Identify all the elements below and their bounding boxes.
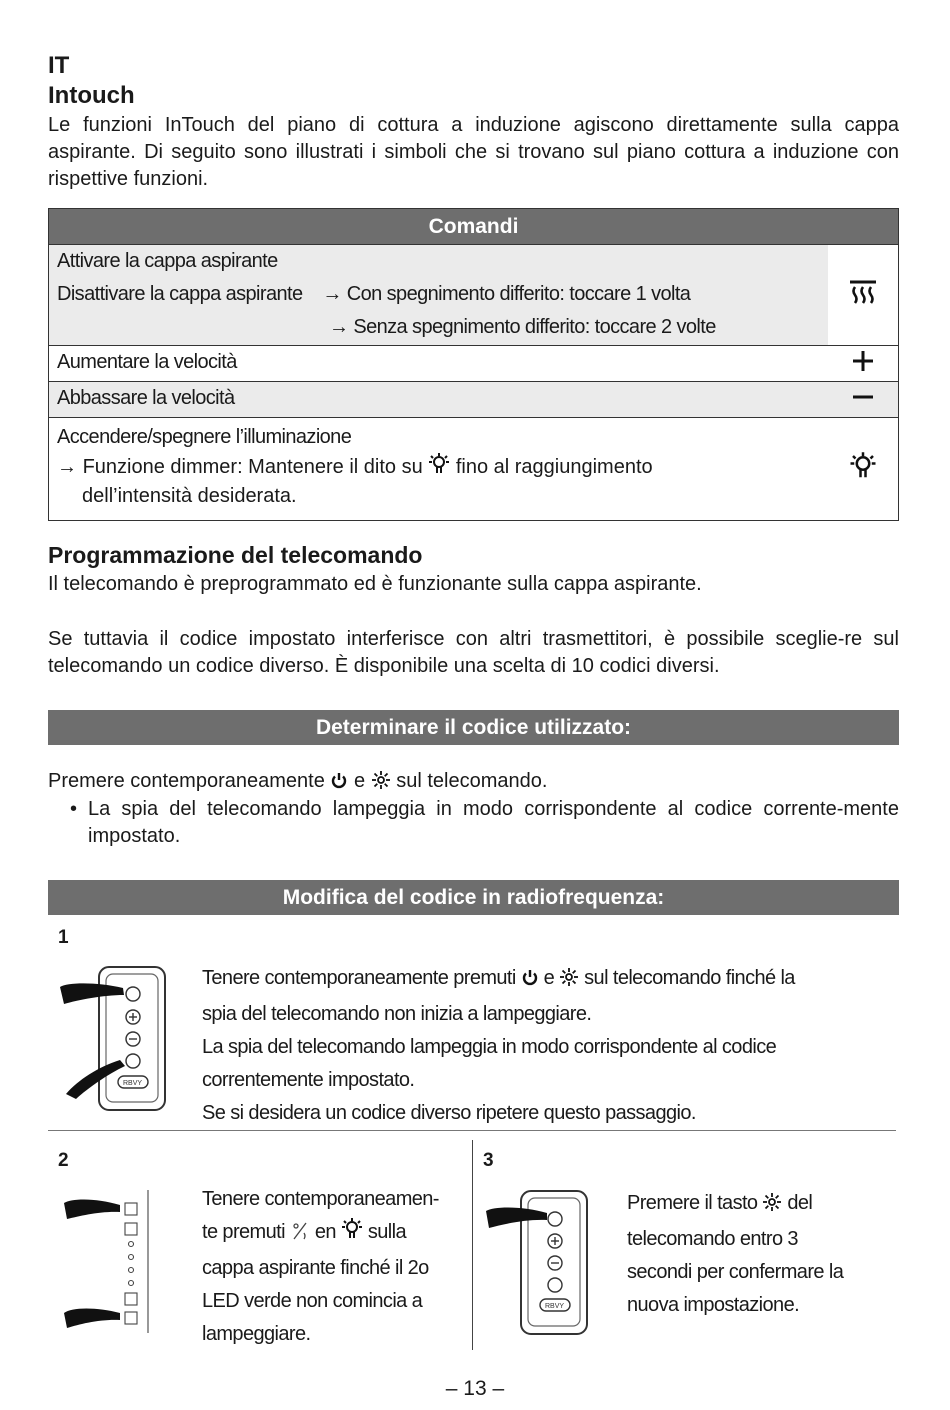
step2-text-4: LED verde non comincia a (202, 1290, 423, 1312)
column-divider (472, 1140, 473, 1350)
determine-text-end: sul telecomando. (396, 770, 548, 792)
divider (48, 1130, 896, 1131)
lightbulb-icon (428, 452, 450, 485)
determine-text-and: e (353, 770, 366, 792)
minus-icon (828, 382, 899, 418)
step1-text-3: La spia del telecomando lampeggia in modo corrispondente al codice (202, 1036, 777, 1058)
light-sparkle-icon (762, 1190, 782, 1223)
plus-icon (828, 346, 899, 382)
light-sparkle-icon (371, 770, 391, 798)
step1-text-4: correntemente impostato. (202, 1069, 415, 1091)
language-code: IT (48, 52, 70, 79)
modify-code-bar: Modifica del codice in radiofrequenza: (48, 880, 899, 915)
hob-illustration-step2 (62, 1185, 152, 1340)
immediate-off-label: Senza spegnimento differito: toccare 2 volte (353, 316, 716, 338)
step3-text-1b: del (787, 1192, 813, 1214)
power-icon (521, 965, 539, 998)
remote-paragraph-2: Se tuttavia il codice impostato interferisce con altri trasmettitori, è possibile sceglie-re sul telecomando un codice diverso. È disponibile una scelta di 10 codici diversi. (48, 628, 899, 677)
step-2-number: 2 (58, 1150, 69, 1171)
step-1-number: 1 (58, 927, 69, 948)
deactivate-hood-label: Disattivare la cappa aspirante (57, 283, 303, 305)
activate-hood-label: Attivare la cappa aspirante (57, 250, 278, 272)
commands-table-header: Comandi (49, 209, 899, 245)
step2-text-3: cappa aspirante finché il 2o (202, 1257, 429, 1279)
light-sparkle-icon (559, 965, 579, 998)
light-toggle-label: Accendere/spegnere l’illuminazione (57, 426, 352, 448)
dimmer-label-end: fino al raggiungimento (455, 456, 653, 478)
step2-text-5: lampeggiare. (202, 1323, 311, 1345)
page-number: – 13 – (445, 1377, 505, 1400)
fan-off-icon (290, 1219, 310, 1252)
step3-text-3: secondi per confermare la (627, 1261, 844, 1283)
decrease-speed-label: Abbassare la velocità (57, 387, 235, 409)
section-title: Intouch (48, 82, 135, 109)
arrow-icon: → (329, 316, 349, 338)
step1-text-1a: Tenere contemporaneamente premuti (202, 967, 516, 989)
table-row (49, 346, 899, 382)
step1-text-5: Se si desidera un codice diverso ripetere questo passaggio. (202, 1102, 696, 1124)
lightbulb-icon (341, 1217, 363, 1252)
table-row (49, 245, 899, 346)
step2-text-1: Tenere contemporaneamen- (202, 1188, 439, 1210)
delayed-off-label: Con spegnimento differito: toccare 1 volta (346, 283, 691, 305)
remote-illustration-step3 (484, 1185, 594, 1345)
step3-text-1a: Premere il tasto (627, 1192, 758, 1214)
determine-text: Premere contemporaneamente (48, 770, 325, 792)
step2-text-2a: te premuti (202, 1221, 285, 1243)
intro-paragraph: Le funzioni InTouch del piano di cottura a induzione agiscono direttamente sulla cappa aspirante. Di seguito sono illustrati i simboli che si trovano sul piano cottura a induzione con rispettive funzioni. (48, 114, 899, 190)
arrow-icon: → (57, 456, 77, 478)
bullet-icon: • (70, 798, 78, 820)
remote-paragraph-1: Il telecomando è preprogrammato ed è funzionante sulla cappa aspirante. (48, 573, 702, 595)
remote-label: RBVY (545, 1303, 565, 1310)
remote-label: RBVY (123, 1080, 143, 1087)
step1-text-2: spia del telecomando non inizia a lampeggiare. (202, 1003, 592, 1025)
increase-speed-label: Aumentare la velocità (57, 351, 237, 373)
table-row (49, 418, 899, 521)
step2-text-2b: en (314, 1221, 336, 1243)
step2-text-2c: sulla (367, 1221, 406, 1243)
power-icon (330, 771, 348, 798)
remote-section-title: Programmazione del telecomando (48, 542, 423, 568)
arrow-icon: → (322, 283, 342, 305)
commands-table (48, 208, 899, 521)
dimmer-label-cont: dell’intensità desiderata. (82, 485, 297, 507)
dimmer-label: Funzione dimmer: Mantenere il dito su (82, 456, 423, 478)
remote-illustration-step1 (58, 962, 173, 1122)
step3-text-4: nuova impostazione. (627, 1294, 800, 1316)
step1-text-1c: sul telecomando finché la (584, 967, 795, 989)
lightbulb-icon (828, 418, 899, 521)
step3-text-2: telecomando entro 3 (627, 1228, 798, 1250)
step-3-number: 3 (483, 1150, 494, 1171)
step1-text-1b: e (543, 967, 555, 989)
determine-bullet: La spia del telecomando lampeggia in modo corrispondente al codice corrente-mente impostato. (88, 798, 899, 847)
table-row (49, 382, 899, 418)
determine-code-bar: Determinare il codice utilizzato: (48, 710, 899, 745)
hood-fan-icon (828, 245, 899, 346)
